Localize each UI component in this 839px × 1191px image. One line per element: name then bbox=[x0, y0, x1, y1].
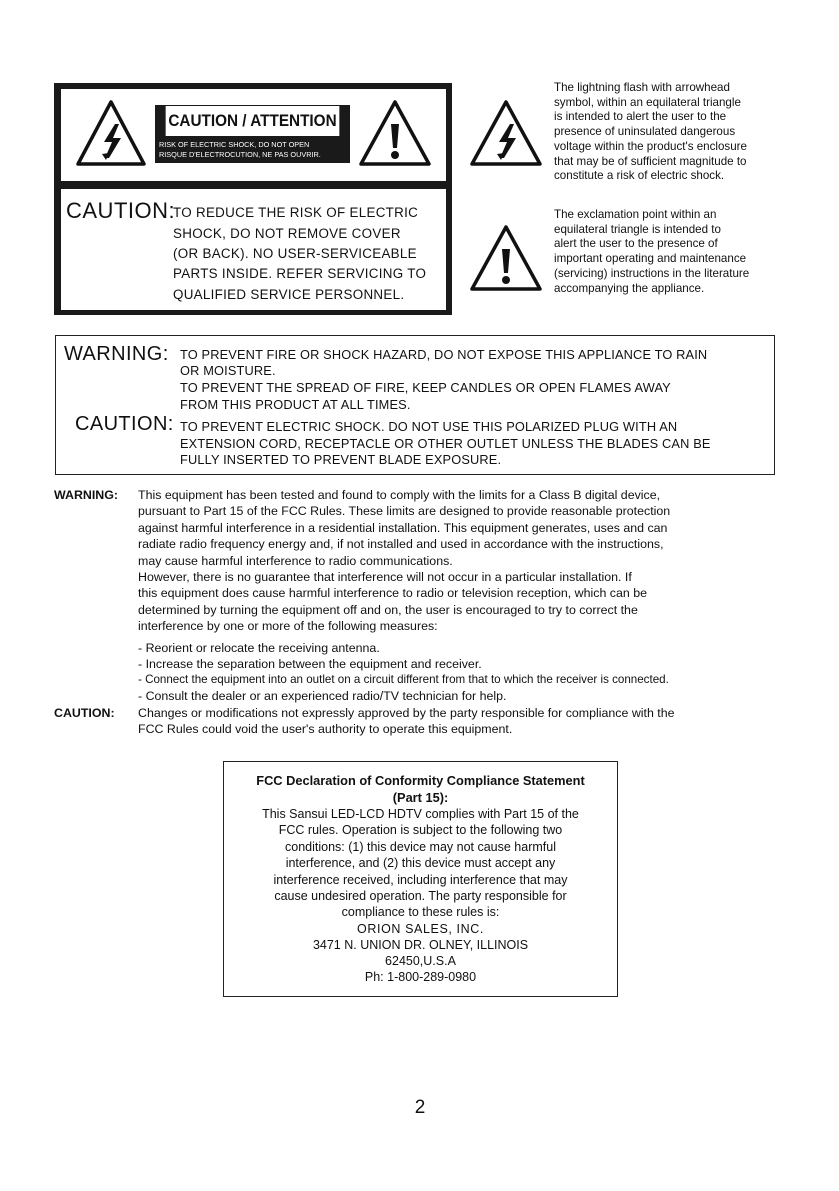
declaration-line: interference, and (2) this device must accept any bbox=[285, 856, 556, 870]
declaration-title: (Part 15): bbox=[392, 790, 449, 805]
fcc-warning-line: this equipment does cause harmful interference to radio or television reception, which can be bbox=[138, 586, 647, 600]
exclamation-triangle-icon bbox=[357, 98, 433, 168]
company-name: ORION SALES, INC. bbox=[357, 922, 484, 936]
page-number: 2 bbox=[414, 1097, 426, 1118]
caution-line: TO REDUCE THE RISK OF ELECTRIC bbox=[173, 205, 419, 220]
lightning-triangle-icon bbox=[75, 98, 147, 168]
exclamation-triangle-icon bbox=[468, 223, 544, 293]
caution-line: EXTENSION CORD, RECEPTACLE OR OTHER OUTLET UNLESS THE BLADES CAN BE bbox=[180, 436, 711, 451]
fcc-caution-label: CAUTION: bbox=[54, 706, 115, 720]
fcc-warning-line: against harmful interference in a residential installation. This equipment generates, uses and can bbox=[138, 521, 668, 535]
fcc-warning-line: may cause harmful interference to radio communications. bbox=[138, 554, 453, 568]
caution-line: PARTS INSIDE. REFER SERVICING TO bbox=[173, 266, 427, 281]
measure-item: - Consult the dealer or an experienced radio/TV technician for help. bbox=[138, 689, 507, 703]
warning-line: TO PREVENT THE SPREAD OF FIRE, KEEP CANDLES OR OPEN FLAMES AWAY bbox=[180, 380, 671, 395]
fcc-warning-line: However, there is no guarantee that interference will not occur in a particular installation. If bbox=[138, 570, 632, 584]
warning-line: OR MOISTURE. bbox=[180, 363, 276, 378]
warning-line: TO PREVENT FIRE OR SHOCK HAZARD, DO NOT EXPOSE THIS APPLIANCE TO RAIN bbox=[180, 347, 708, 362]
caution-line: FULLY INSERTED TO PREVENT BLADE EXPOSURE. bbox=[180, 452, 502, 467]
exclamation-symbol-description: The exclamation point within an equilateral triangle is intended to alert the user to the presence of important operating and maintenance (servicing) instructions in the literature accompanying the appliance. bbox=[554, 208, 750, 295]
declaration-line: FCC rules. Operation is subject to the following two bbox=[278, 823, 563, 837]
measure-item: - Increase the separation between the equipment and receiver. bbox=[138, 657, 482, 671]
caution-attention-title: CAUTION / ATTENTION bbox=[166, 106, 340, 136]
declaration-line: This Sansui LED-LCD HDTV complies with Part 15 of the bbox=[262, 807, 579, 821]
caution-heading: CAUTION: bbox=[66, 198, 176, 223]
warning-heading: WARNING: bbox=[64, 343, 169, 365]
fcc-warning-line: interference by one or more of the following measures: bbox=[138, 619, 438, 633]
caution-heading: CAUTION: bbox=[75, 413, 174, 435]
fcc-warning-line: radiate radio frequency energy and, if not installed and used in accordance with the instructions, bbox=[138, 537, 664, 551]
measure-item: - Connect the equipment into an outlet on a circuit different from that to which the receiver is connected. bbox=[138, 673, 669, 686]
company-zip: 62450,U.S.A bbox=[385, 954, 456, 968]
caution-line: TO PREVENT ELECTRIC SHOCK. DO NOT USE THIS POLARIZED PLUG WITH AN bbox=[180, 419, 678, 434]
declaration-line: interference received, including interference that may bbox=[273, 873, 568, 887]
fcc-caution-line: Changes or modifications not expressly approved by the party responsible for compliance with the bbox=[138, 706, 675, 720]
caution-label-english: RISK OF ELECTRIC SHOCK, DO NOT OPEN bbox=[159, 140, 310, 149]
measure-item: - Reorient or relocate the receiving antenna. bbox=[138, 641, 380, 655]
fcc-warning-label: WARNING: bbox=[54, 488, 119, 502]
declaration-line: cause undesired operation. The party responsible for bbox=[274, 889, 567, 903]
lightning-triangle-icon bbox=[468, 98, 544, 168]
caution-line: (OR BACK). NO USER-SERVICEABLE bbox=[173, 246, 417, 261]
declaration-line: conditions: (1) this device may not cause harmful bbox=[285, 840, 556, 854]
fcc-warning-line: determined by turning the equipment off and on, the user is encouraged to try to correct the bbox=[138, 603, 638, 617]
lightning-symbol-description: The lightning flash with arrowhead symbol, within an equilateral triangle is intended to alert the user to the presence of uninsulated dangerous voltage within the product's enclosure that may be of sufficient magnitude to constitute a risk of electric shock. bbox=[554, 81, 747, 183]
company-address: 3471 N. UNION DR. OLNEY, ILLINOIS bbox=[312, 938, 529, 952]
caution-line: SHOCK, DO NOT REMOVE COVER bbox=[173, 226, 401, 241]
fcc-warning-line: pursuant to Part 15 of the FCC Rules. These limits are designed to provide reasonable protection bbox=[138, 504, 671, 518]
fcc-caution-line: FCC Rules could void the user's authority to operate this equipment. bbox=[138, 722, 513, 736]
caution-line: QUALIFIED SERVICE PERSONNEL. bbox=[173, 287, 405, 302]
fcc-warning-line: This equipment has been tested and found to comply with the limits for a Class B digital device, bbox=[138, 488, 661, 502]
company-phone: Ph: 1-800-289-0980 bbox=[364, 970, 477, 984]
declaration-line: compliance to these rules is: bbox=[341, 905, 500, 919]
caution-label-french: RISQUE D'ELECTROCUTION, NE PAS OUVRIR. bbox=[159, 150, 321, 159]
declaration-title: FCC Declaration of Conformity Compliance Statement bbox=[256, 773, 585, 788]
warning-line: FROM THIS PRODUCT AT ALL TIMES. bbox=[180, 397, 411, 412]
